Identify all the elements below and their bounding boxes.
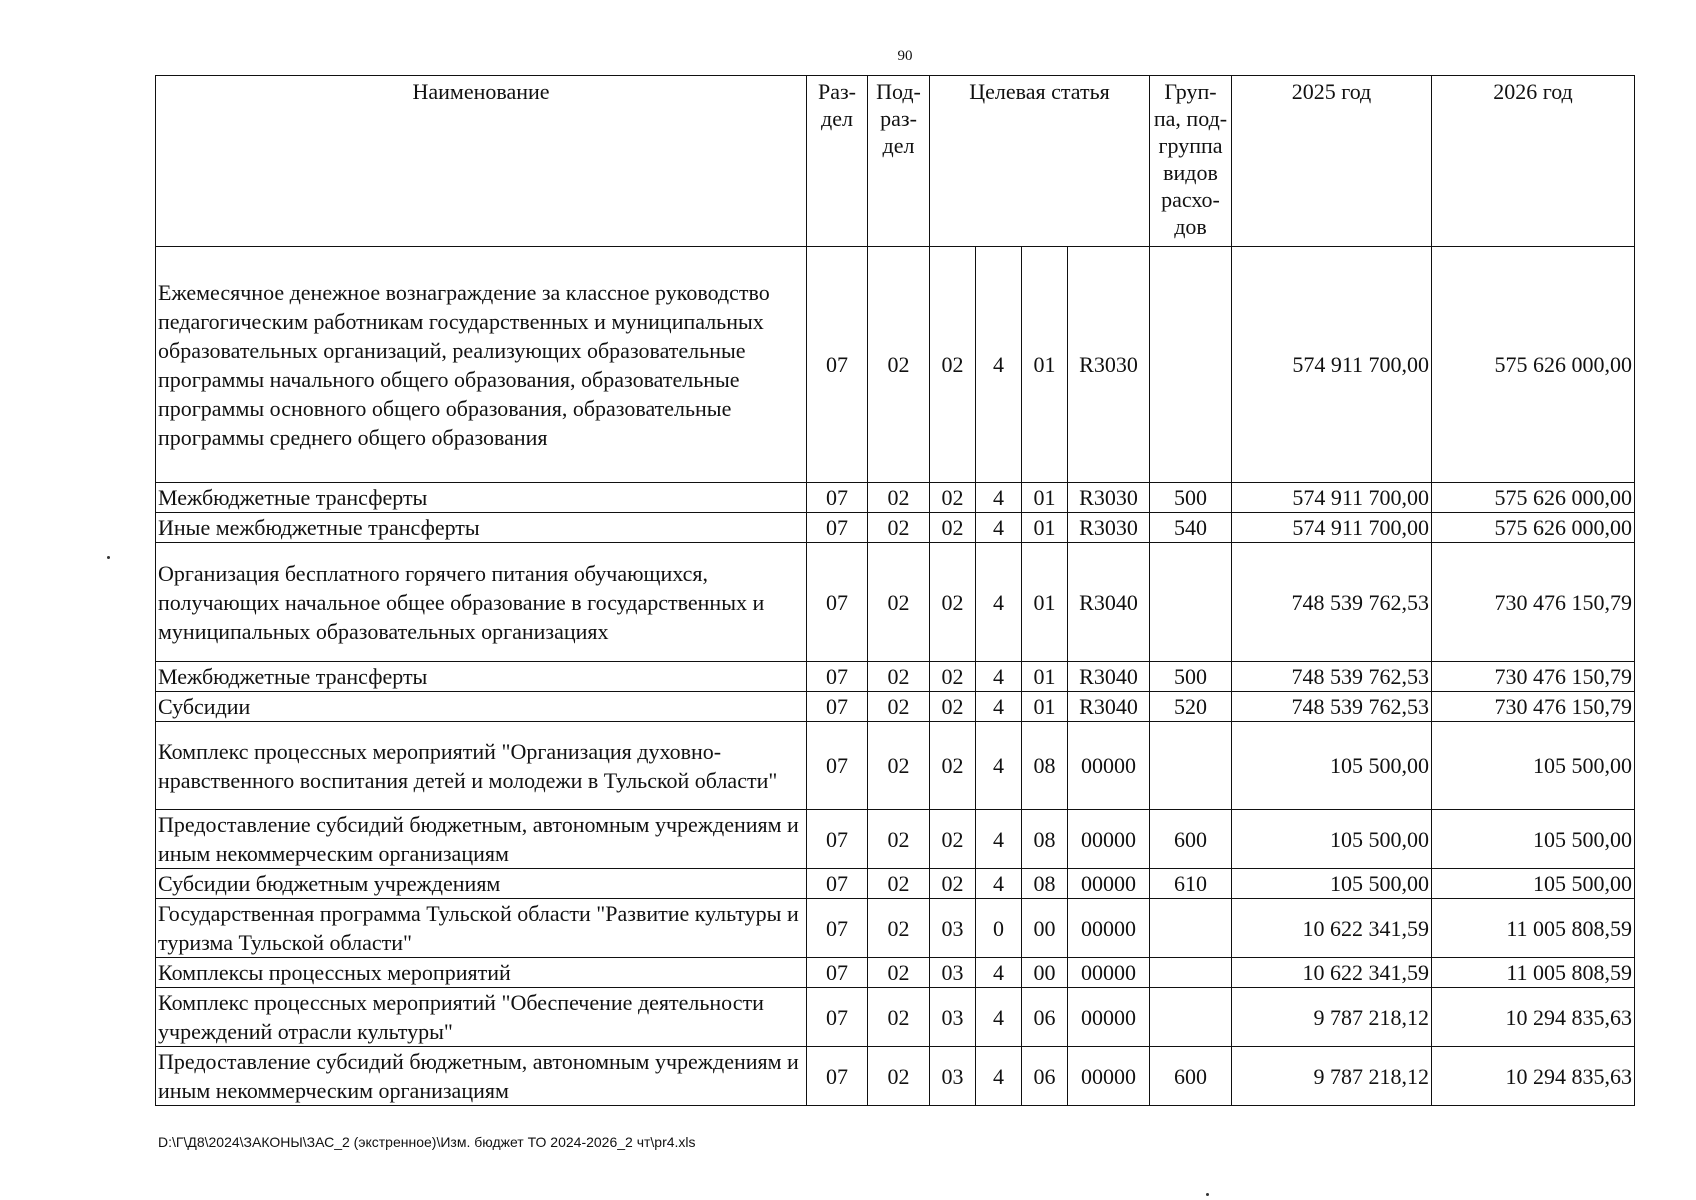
table-row xyxy=(156,899,1635,958)
row-amount-2026: 105 500,00 xyxy=(1432,869,1635,899)
row-name: Предоставление субсидий бюджетным, автономным учреждениям и иным некоммерческим организациям xyxy=(156,1047,807,1106)
row-subsection: 02 xyxy=(868,692,930,722)
row-target-type: 4 xyxy=(976,869,1022,899)
row-expense-group: 520 xyxy=(1150,692,1232,722)
row-amount-2025: 105 500,00 xyxy=(1232,869,1432,899)
row-section: 07 xyxy=(807,662,868,692)
row-target-type: 4 xyxy=(976,543,1022,662)
row-subsection: 02 xyxy=(868,722,930,810)
row-amount-2025: 574 911 700,00 xyxy=(1232,483,1432,513)
row-amount-2026: 11 005 808,59 xyxy=(1432,899,1635,958)
row-target-program: 02 xyxy=(930,722,976,810)
header-row xyxy=(156,76,1635,247)
row-amount-2025: 574 911 700,00 xyxy=(1232,247,1432,483)
row-subsection: 02 xyxy=(868,247,930,483)
row-expense-group xyxy=(1150,899,1232,958)
scan-speck xyxy=(1206,1193,1209,1196)
row-name: Предоставление субсидий бюджетным, автономным учреждениям и иным некоммерческим организациям xyxy=(156,810,807,869)
row-target-subprogram: 01 xyxy=(1022,543,1068,662)
row-target-subprogram: 08 xyxy=(1022,810,1068,869)
row-expense-group: 500 xyxy=(1150,483,1232,513)
row-section: 07 xyxy=(807,543,868,662)
row-target-type: 4 xyxy=(976,1047,1022,1106)
row-target-program: 02 xyxy=(930,483,976,513)
row-amount-2026: 730 476 150,79 xyxy=(1432,692,1635,722)
row-amount-2025: 748 539 762,53 xyxy=(1232,692,1432,722)
row-amount-2025: 9 787 218,12 xyxy=(1232,988,1432,1047)
row-target-subprogram: 01 xyxy=(1022,247,1068,483)
row-target-subprogram: 06 xyxy=(1022,988,1068,1047)
row-target-direction: 00000 xyxy=(1068,869,1150,899)
row-expense-group xyxy=(1150,722,1232,810)
row-target-subprogram: 01 xyxy=(1022,513,1068,543)
row-name: Комплекс процессных мероприятий "Обеспечение деятельности учреждений отрасли культуры" xyxy=(156,988,807,1047)
row-subsection: 02 xyxy=(868,869,930,899)
row-subsection: 02 xyxy=(868,662,930,692)
row-expense-group: 500 xyxy=(1150,662,1232,692)
row-expense-group: 610 xyxy=(1150,869,1232,899)
row-target-direction: R3030 xyxy=(1068,247,1150,483)
row-subsection: 02 xyxy=(868,899,930,958)
row-target-program: 02 xyxy=(930,513,976,543)
table-row xyxy=(156,513,1635,543)
row-target-program: 03 xyxy=(930,958,976,988)
table-row xyxy=(156,810,1635,869)
row-target-subprogram: 08 xyxy=(1022,869,1068,899)
row-target-program: 02 xyxy=(930,543,976,662)
row-name: Государственная программа Тульской области "Развитие культуры и туризма Тульской области" xyxy=(156,899,807,958)
row-target-direction: 00000 xyxy=(1068,988,1150,1047)
row-target-type: 4 xyxy=(976,958,1022,988)
row-amount-2025: 9 787 218,12 xyxy=(1232,1047,1432,1106)
row-target-program: 02 xyxy=(930,662,976,692)
row-target-program: 03 xyxy=(930,988,976,1047)
row-name: Субсидии xyxy=(156,692,807,722)
row-name: Межбюджетные трансферты xyxy=(156,662,807,692)
header-2025: 2025 год xyxy=(1232,76,1432,247)
row-name: Ежемесячное денежное вознаграждение за классное руководство педагогическим работникам государственных и муниципальных образовательных организаций, реализующих образовательные программы начального общего образования, образовательные программы основного общего образования, образовательные программы среднего общего образования xyxy=(156,247,807,483)
row-subsection: 02 xyxy=(868,988,930,1047)
row-expense-group: 600 xyxy=(1150,1047,1232,1106)
scan-speck xyxy=(107,556,110,559)
row-amount-2026: 730 476 150,79 xyxy=(1432,662,1635,692)
row-name: Межбюджетные трансферты xyxy=(156,483,807,513)
table-row xyxy=(156,1047,1635,1106)
row-amount-2026: 105 500,00 xyxy=(1432,810,1635,869)
row-section: 07 xyxy=(807,513,868,543)
row-amount-2025: 748 539 762,53 xyxy=(1232,543,1432,662)
row-target-subprogram: 01 xyxy=(1022,692,1068,722)
row-target-direction: 00000 xyxy=(1068,958,1150,988)
row-target-type: 4 xyxy=(976,988,1022,1047)
row-target-subprogram: 00 xyxy=(1022,899,1068,958)
row-section: 07 xyxy=(807,988,868,1047)
row-name: Комплекс процессных мероприятий "Организация духовно-нравственного воспитания детей и молодежи в Тульской области" xyxy=(156,722,807,810)
row-subsection: 02 xyxy=(868,1047,930,1106)
row-expense-group xyxy=(1150,988,1232,1047)
row-amount-2025: 105 500,00 xyxy=(1232,722,1432,810)
row-amount-2025: 10 622 341,59 xyxy=(1232,958,1432,988)
table-row xyxy=(156,543,1635,662)
header-group: Груп- па, под- группа видов расхо- дов xyxy=(1150,76,1232,247)
row-target-direction: R3030 xyxy=(1068,483,1150,513)
row-target-type: 4 xyxy=(976,513,1022,543)
row-target-direction: 00000 xyxy=(1068,722,1150,810)
row-expense-group: 600 xyxy=(1150,810,1232,869)
row-subsection: 02 xyxy=(868,543,930,662)
row-section: 07 xyxy=(807,869,868,899)
row-section: 07 xyxy=(807,247,868,483)
row-name: Комплексы процессных мероприятий xyxy=(156,958,807,988)
row-section: 07 xyxy=(807,722,868,810)
row-target-program: 02 xyxy=(930,692,976,722)
row-subsection: 02 xyxy=(868,810,930,869)
file-path-footer: D:\Г\Д8\2024\ЗАКОНЫ\ЗАС_2 (экстренное)\Изм. бюджет ТО 2024-2026_2 чт\pr4.xls xyxy=(158,1134,696,1150)
row-target-program: 02 xyxy=(930,869,976,899)
row-expense-group xyxy=(1150,543,1232,662)
header-subsection: Под- раз- дел xyxy=(868,76,930,247)
row-name: Субсидии бюджетным учреждениям xyxy=(156,869,807,899)
table-row xyxy=(156,988,1635,1047)
header-section: Раз- дел xyxy=(807,76,868,247)
row-section: 07 xyxy=(807,958,868,988)
table-row xyxy=(156,722,1635,810)
row-amount-2025: 574 911 700,00 xyxy=(1232,513,1432,543)
row-target-type: 4 xyxy=(976,692,1022,722)
row-target-type: 4 xyxy=(976,810,1022,869)
row-amount-2026: 575 626 000,00 xyxy=(1432,247,1635,483)
row-name: Организация бесплатного горячего питания обучающихся, получающих начальное общее образование в государственных и муниципальных образовательных организациях xyxy=(156,543,807,662)
row-target-direction: 00000 xyxy=(1068,1047,1150,1106)
row-section: 07 xyxy=(807,899,868,958)
budget-table xyxy=(155,75,1635,1106)
row-target-direction: R3040 xyxy=(1068,662,1150,692)
row-amount-2026: 10 294 835,63 xyxy=(1432,988,1635,1047)
row-expense-group: 540 xyxy=(1150,513,1232,543)
row-target-direction: 00000 xyxy=(1068,899,1150,958)
row-target-type: 4 xyxy=(976,722,1022,810)
table-body xyxy=(156,247,1635,1106)
page-number: 90 xyxy=(897,48,913,64)
row-target-type: 4 xyxy=(976,483,1022,513)
row-target-program: 02 xyxy=(930,810,976,869)
header-2026: 2026 год xyxy=(1432,76,1635,247)
row-target-direction: 00000 xyxy=(1068,810,1150,869)
row-section: 07 xyxy=(807,483,868,513)
row-target-type: 4 xyxy=(976,247,1022,483)
row-section: 07 xyxy=(807,810,868,869)
row-target-direction: R3040 xyxy=(1068,692,1150,722)
row-amount-2026: 575 626 000,00 xyxy=(1432,513,1635,543)
row-expense-group xyxy=(1150,247,1232,483)
table-row xyxy=(156,483,1635,513)
row-target-direction: R3040 xyxy=(1068,543,1150,662)
row-amount-2026: 11 005 808,59 xyxy=(1432,958,1635,988)
row-amount-2026: 10 294 835,63 xyxy=(1432,1047,1635,1106)
row-target-program: 03 xyxy=(930,1047,976,1106)
row-target-type: 4 xyxy=(976,662,1022,692)
row-name: Иные межбюджетные трансферты xyxy=(156,513,807,543)
row-target-subprogram: 06 xyxy=(1022,1047,1068,1106)
table-row xyxy=(156,869,1635,899)
row-subsection: 02 xyxy=(868,513,930,543)
row-target-subprogram: 08 xyxy=(1022,722,1068,810)
row-amount-2025: 105 500,00 xyxy=(1232,810,1432,869)
table-row xyxy=(156,247,1635,483)
row-amount-2026: 730 476 150,79 xyxy=(1432,543,1635,662)
row-subsection: 02 xyxy=(868,483,930,513)
row-amount-2025: 748 539 762,53 xyxy=(1232,662,1432,692)
table-row xyxy=(156,958,1635,988)
table-row xyxy=(156,692,1635,722)
row-target-program: 03 xyxy=(930,899,976,958)
row-target-subprogram: 01 xyxy=(1022,662,1068,692)
row-target-subprogram: 00 xyxy=(1022,958,1068,988)
row-target-direction: R3030 xyxy=(1068,513,1150,543)
row-target-program: 02 xyxy=(930,247,976,483)
row-section: 07 xyxy=(807,1047,868,1106)
row-target-type: 0 xyxy=(976,899,1022,958)
header-target: Целевая статья xyxy=(930,76,1150,247)
row-subsection: 02 xyxy=(868,958,930,988)
header-name: Наименование xyxy=(156,76,807,247)
row-amount-2026: 575 626 000,00 xyxy=(1432,483,1635,513)
row-amount-2025: 10 622 341,59 xyxy=(1232,899,1432,958)
table-row xyxy=(156,662,1635,692)
row-target-subprogram: 01 xyxy=(1022,483,1068,513)
row-expense-group xyxy=(1150,958,1232,988)
row-amount-2026: 105 500,00 xyxy=(1432,722,1635,810)
row-section: 07 xyxy=(807,692,868,722)
